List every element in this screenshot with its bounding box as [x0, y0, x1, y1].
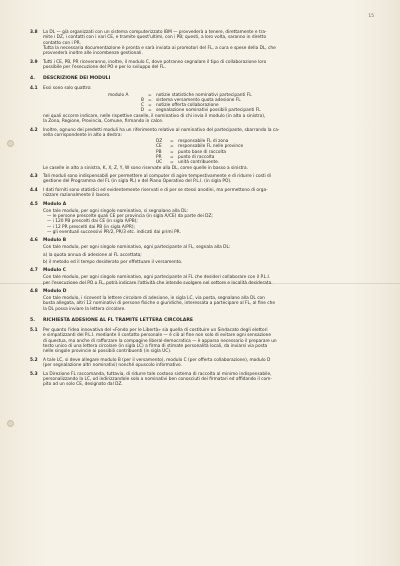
definition-eq: = [148, 108, 152, 114]
subheading-4-7 [30, 268, 374, 273]
paragraph-body [43, 60, 374, 71]
definition-key: PR [156, 155, 162, 161]
role-definitions [156, 139, 374, 165]
paragraph-4-1 [30, 86, 374, 91]
paragraph-body [43, 328, 374, 354]
text-line: per l'esecuzione del PO o FL, potrà indicare l'attività che intende svolgere nel settore e località desiderata. [43, 280, 273, 286]
paragraph-number: 4.4 [30, 187, 38, 193]
definition-value: segnalazione nominativi possibili partecipanti FL [156, 108, 261, 114]
section-number: 5. [30, 318, 35, 324]
text-line: nelle singole provincie ai possibili contribuenti (in sigla UC). [43, 349, 172, 355]
list-item: — le persone prescelte quali CE per provincia (in sigla A/CE) da parte dei DZ; [47, 213, 213, 219]
paragraph-4-5-body [43, 209, 374, 235]
text-line: possibile per l'esecuzione del PO e per lo sviluppo del FL. [43, 64, 166, 70]
paragraph-3-8 [30, 30, 374, 56]
section-heading-4 [30, 76, 374, 81]
text-line: la Zona, Regione, Provincia, Comune, firmando in calce. [43, 119, 164, 125]
definition-eq: = [148, 103, 152, 109]
subheading-title: Modulo D [43, 289, 67, 295]
paragraph-number: 5.2 [30, 357, 38, 363]
definition-eq: = [170, 160, 174, 166]
list-item: — i 12 PR prescelti dai PB (in sigla A/PR); [47, 224, 135, 230]
paragraph-4-7-body [43, 275, 374, 286]
text-line: sella corrispondente in alto a destra: [43, 132, 122, 138]
text-line: provvederà inoltre alle incombenze gestionali. [43, 51, 143, 57]
paragraph-number: 4.3 [30, 174, 38, 180]
subheading-4-6 [30, 238, 374, 243]
text-line: Inoltre, ognuno dei predetti moduli ha un riferimento relativo al nominativo del partecipante, sbarrando la ca- [43, 127, 280, 133]
text-line: Con tale modulo, i ricevent la lettere circolare di adesione, in sigla LC, via posta, segnalano alla DL con [43, 296, 265, 302]
paragraph-number: 5.3 [30, 371, 38, 377]
definition-value: unità contribuente. [178, 160, 220, 166]
paragraph-body [43, 372, 374, 388]
text-line: Con tale modulo, per ogni singolo nominativo, si segnalano alla DL: [43, 208, 189, 214]
paragraph-4-3 [30, 174, 374, 185]
paragraph-number: 4.6 [30, 238, 38, 244]
text-line: mite i DZ, i contatti con i vari CE, e tramite quest'ultimi, con i PB; questi, a loro volta, saranno in diretto [43, 35, 267, 41]
paragraph-number: 4.5 [30, 201, 38, 207]
definition-eq: = [170, 139, 174, 145]
paragraph-body [43, 30, 374, 56]
list-item: — gli eventuali successivi PR/2, PR/3 etc. indicati dai primi PR. [47, 229, 181, 235]
definition-value: sistema versamento quota adesione FL [156, 97, 241, 103]
section-title: DESCRIZIONE DEI MODULI [43, 76, 111, 82]
text-line: contatto con i PR. [43, 40, 81, 46]
definition-value: responsabile FL di zona [178, 139, 229, 145]
paragraph-body [43, 188, 374, 199]
paragraph-body [43, 174, 374, 185]
text-line: La Direzione FL raccomanda, tuttavia, di ridurre tale costoso sistema di raccolta al minimo indispensabile, [43, 371, 272, 377]
text-line: di questua, ma anche di rafforzare la compagine liberal-democratica — è apparso necessario il preparare un [43, 338, 277, 344]
paragraph-number: 3.9 [30, 59, 38, 65]
subheading-title: Modulo A [43, 201, 67, 207]
subheading-title: Modulo C [43, 268, 66, 274]
definition-key: D [140, 108, 144, 114]
binder-hole [7, 420, 14, 427]
text-line: nizzare razionalmente il lavoro. [43, 193, 111, 199]
definition-eq: = [170, 149, 174, 155]
list-item: a) la quota annua di adesione al FL accettata; [43, 252, 142, 258]
paragraph-4-2-after: Le caselle in alto a sinistra, K, X, Z, Y, W sono riservate alla DL, come quelle in basso a sinistra. [43, 165, 249, 171]
subheading-4-5 [30, 202, 374, 207]
definition-key: PB [156, 149, 162, 155]
subheading-4-8 [30, 289, 374, 294]
definition-eq: = [170, 144, 174, 150]
text-line: Con tale modulo, per ogni singolo nominativo, ogni partecipante al FL che desideri collaborare con il P.L.I. [43, 275, 271, 281]
definition-eq: = [148, 97, 152, 103]
paragraph-number: 4.7 [30, 268, 38, 274]
definition-key: DZ [156, 139, 163, 145]
binder-hole [7, 140, 14, 147]
text-line: busta allegata, altri 12 nominativi di persone fisiche o giuridiche, interessata a partecipare al FL, al fine che [43, 301, 275, 307]
paragraph-4-4 [30, 188, 374, 199]
text-line: nei quali occorre indicare, nelle rispettive caselle, il nominativo di chi invia il modulo (in alto a sinistra), [43, 113, 266, 119]
paragraph-5-1 [30, 328, 374, 354]
definition-value: punto di raccolta [178, 155, 215, 161]
module-definitions [108, 93, 374, 114]
text-line: la DL possa inviare la lettera circolare. [43, 306, 126, 312]
definition-eq: = [170, 155, 174, 161]
paragraph-5-2 [30, 358, 374, 369]
page-number: 15 [368, 14, 374, 19]
text-line: Tutta la necessaria documentazione è pronta e sarà inviata ai promotori del FL, a cura e spese della DL, che [43, 45, 276, 51]
paragraph-4-1-after [43, 114, 374, 125]
text-line: Tali moduli sono indispensabili per permettere al computer di agire tempestivamente e di ridurre i costi di [43, 174, 271, 180]
paragraph-4-6-body [43, 245, 374, 265]
paragraph-intro: Essi sono solo quattro: [43, 86, 92, 92]
paragraph-5-3 [30, 372, 374, 388]
definition-value: notizie statistiche nominativi partecipanti FL [156, 92, 252, 98]
paragraph-4-8-body [43, 296, 374, 312]
text-line: e simpatizzanti del P.L.I. mediante il contatto personale — è ciò al fine non solo di evitare ogni sensazione [43, 333, 272, 339]
paragraph-number: 5.1 [30, 328, 38, 334]
definition-key: B [141, 97, 144, 103]
text-line: I dati forniti sono statistici ed evidentemente riservati e di per se stessi anodini, ma permettono di orga- [43, 187, 268, 193]
definition-key: CE [156, 144, 162, 150]
definition-key: modulo A [108, 92, 129, 98]
text-line: A tale LC, si deve allegare modulo B (per il versamento), modulo C (per offerta collaborazione), modulo D [43, 357, 271, 363]
text-line: testo unico di una lettera circolare (in sigla LC) a firma di stimate personalità locali, da inviarsi via posta [43, 343, 268, 349]
list-item: b) il metodo ed il tempo desiderato per effettuare il versamento. [43, 259, 183, 265]
subheading-title: Modulo B [43, 238, 67, 244]
text-line: (per segnalazione altri nominativi) nonché opuscolo informativo. [43, 363, 182, 369]
paragraph-number: 3.8 [30, 30, 38, 35]
definition-key: UC [156, 160, 163, 166]
paragraph-number: 4.2 [30, 127, 38, 133]
definition-eq: = [148, 92, 152, 98]
definition-value: responsabile FL nelle province [178, 144, 244, 150]
paragraph-number: 4.8 [30, 289, 38, 295]
text-line: personalizzando la LC, od indirizzandole solo a nominativi ben conosciuti dei firmatari ed affidando il com- [43, 376, 272, 382]
text-line: Con tale modulo, per ogni singolo nominativo, ogni partecipante al FL, segnala alla DL: [43, 245, 231, 251]
text-line: La DL — già organizzati con un sistema computerizzato IBM — provvederà a tenere, direttamente e tra- [43, 30, 267, 35]
definition-key: C [140, 103, 144, 109]
section-number: 4. [30, 76, 35, 82]
text-line: pito ad un solo CE, designato dal DZ. [43, 382, 123, 388]
definition-value: notizie offerta collaborazione [156, 103, 219, 109]
text-line: Per quanto l'idea innovativa del «Fondo per le Libertà» sia quella di costituire un Sindacato degli elettori [43, 328, 268, 334]
text-line: gestione del Programma del FL (in sigla PL) e del Piano Operativo del P.L.I. (in sigla PO). [43, 179, 232, 185]
paragraph-body [43, 358, 374, 369]
section-title: RICHIESTA ADESIONE AL FL TRAMITE LETTERA CIRCOLARE [43, 318, 194, 324]
paragraph-number: 4.1 [30, 86, 38, 92]
definition-value: punto base di raccolta [178, 149, 227, 155]
text-line: Tutti i CE, PB, PR riceveranno, inoltre, il modulo C, dove potranno segnalare il tipo di collaborazione loro [43, 59, 267, 65]
list-item: — i 120 PB prescelti dai CE (in sigla A/PB); [47, 219, 138, 225]
paragraph-3-9 [30, 60, 374, 71]
paragraph-body [43, 128, 374, 139]
paragraph-4-2 [30, 128, 374, 139]
section-heading-5 [30, 318, 374, 323]
